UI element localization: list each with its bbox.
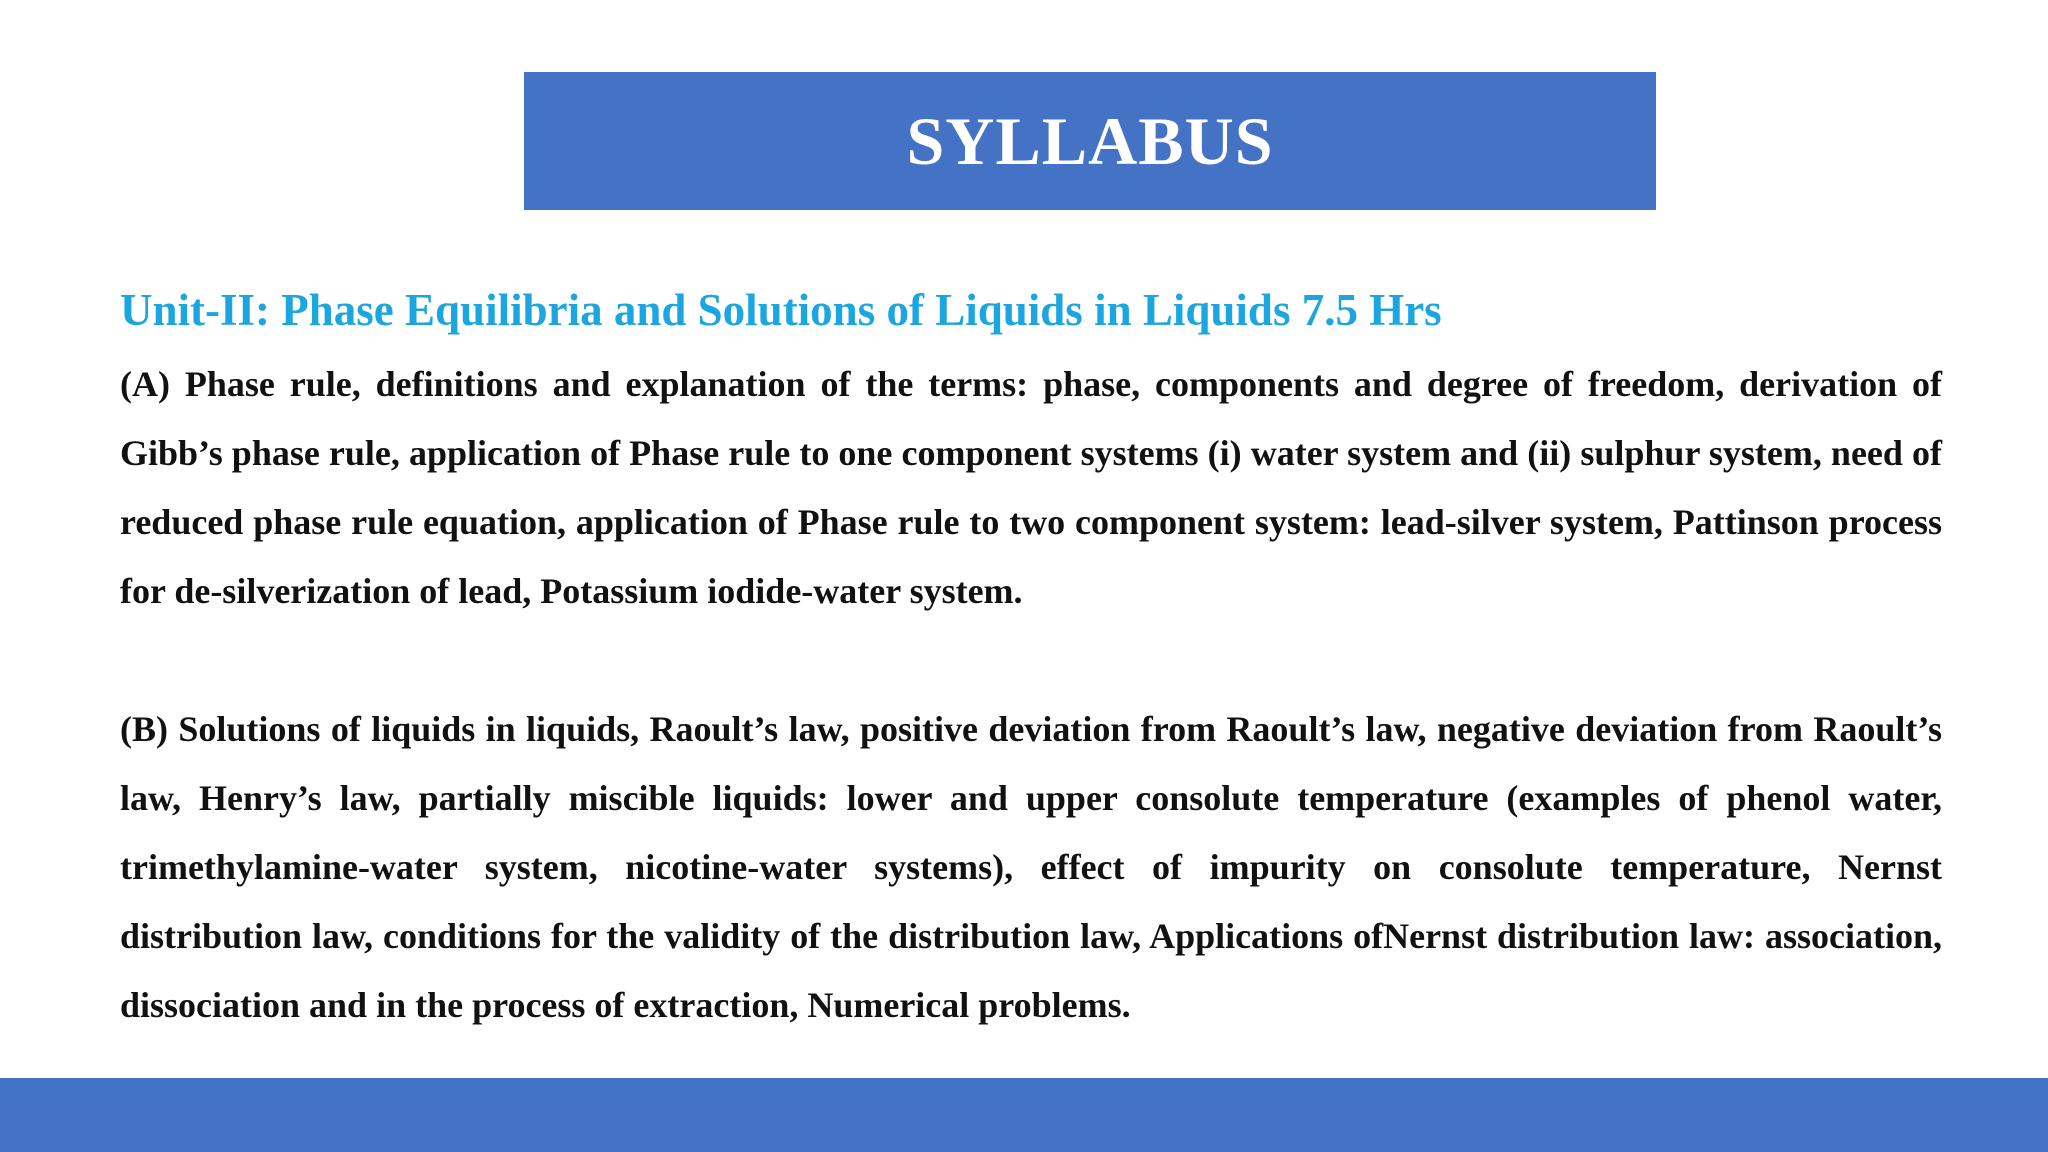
section-a-paragraph: (A) Phase rule, definitions and explanation of the terms: phase, components and degree of freedom, derivation of Gibb’s phase rule, application of Phase rule to one component systems (i) water system and (ii) sulphur system, need of reduced phase rule equation, application of Phase rule to two component system: lead-silver system, Pattinson process for de-silverization of lead, Potassium iodide-water system.	[120, 364, 1942, 611]
slide-title: SYLLABUS	[906, 103, 1274, 179]
unit-heading: Unit-II: Phase Equilibria and Solutions of Liquids in Liquids 7.5 Hrs	[120, 285, 1442, 335]
title-banner	[524, 72, 1656, 210]
section-b-paragraph: (B) Solutions of liquids in liquids, Raoult’s law, positive deviation from Raoult’s law, negative deviation from Raoult’s law, Henry’s law, partially miscible liquids: lower and upper consolute temperature (examples of phenol water, trimethylamine-water system, nicotine-water systems), effect of impurity on consolute temperature, Nernst distribution law, conditions for the validity of the distribution law, Applications ofNernst distribution law: association, dissociation and in the process of extraction, Numerical problems.	[120, 709, 1942, 1025]
footer-bar	[0, 1078, 2048, 1152]
